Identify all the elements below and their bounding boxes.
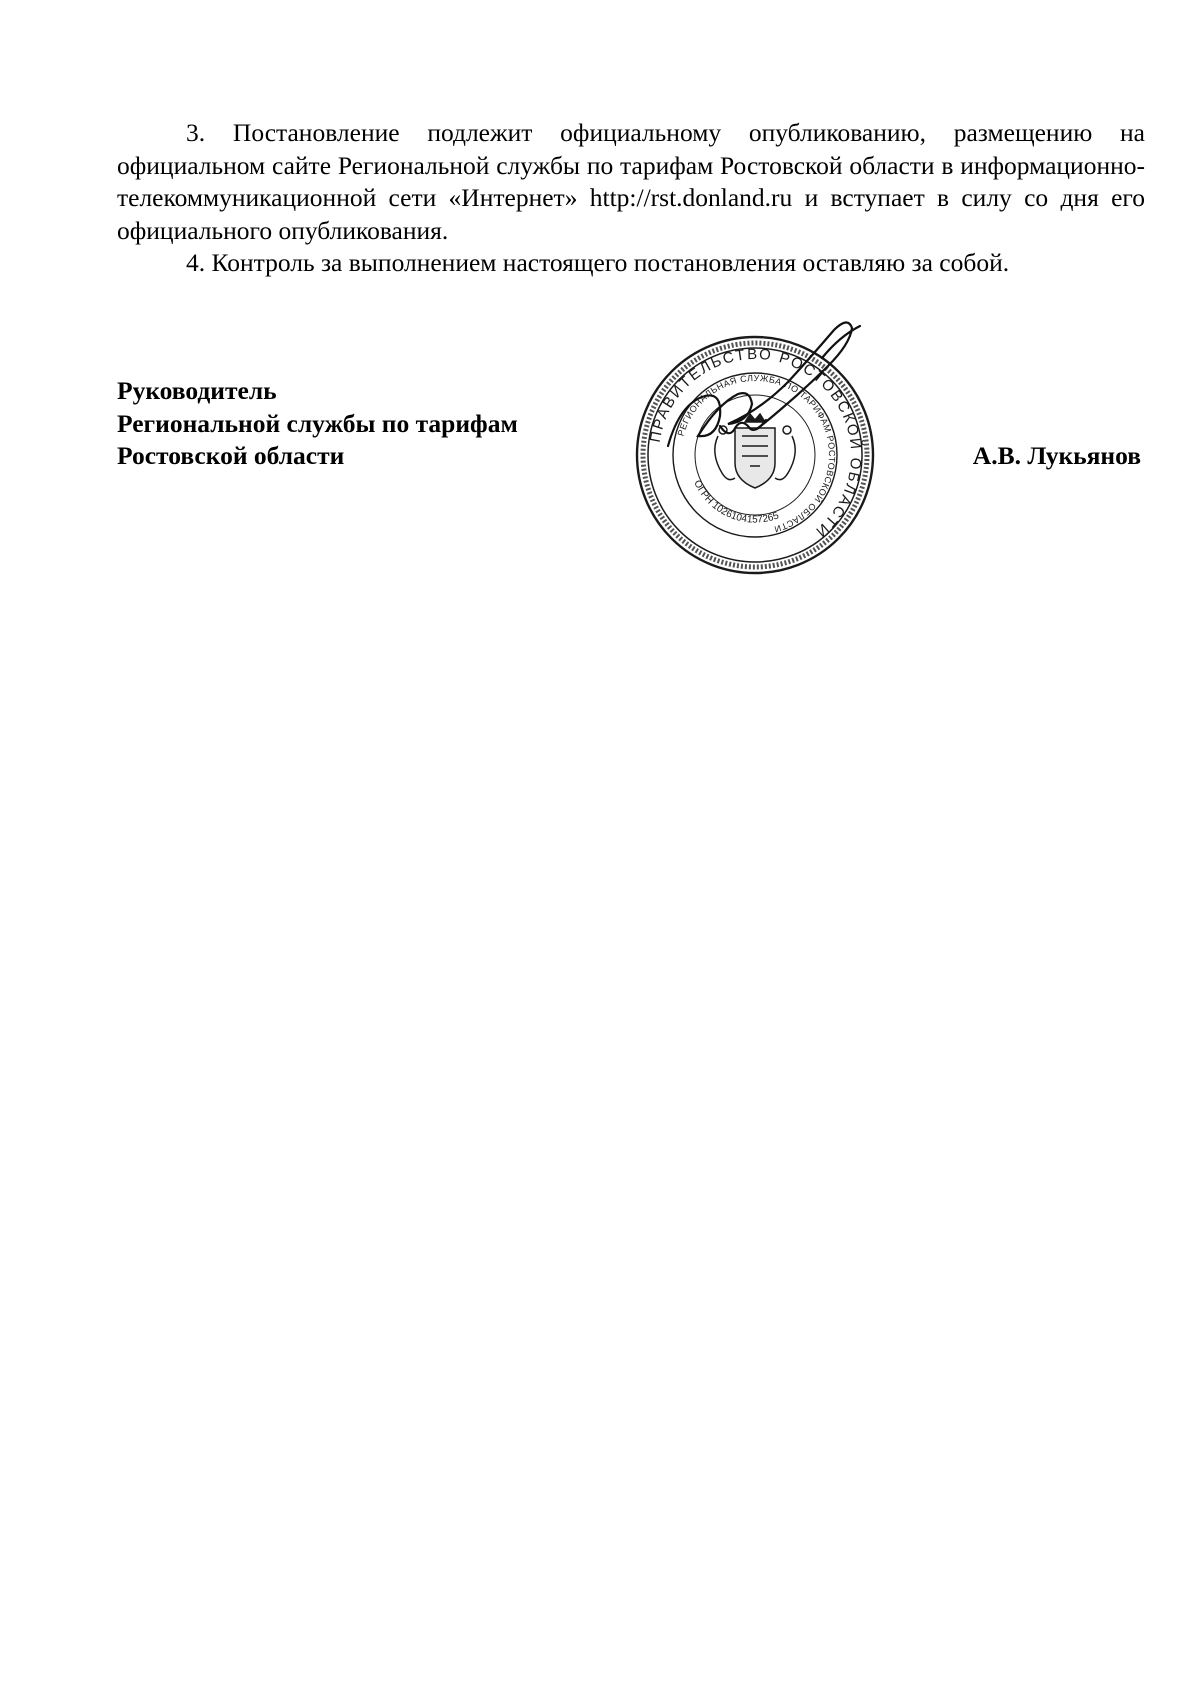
seal-outer-text: ПРАВИТЕЛЬСТВО РОСТОВСКОЙ ОБЛАСТИ <box>646 345 865 542</box>
coat-of-arms-emblem <box>715 414 795 488</box>
seal-inner-text: РЕГИОНАЛЬНАЯ СЛУЖБА ПО ТАРИФАМ РОСТОВСКОЙ ОБЛАСТИ <box>675 372 838 535</box>
paragraph-4 <box>117 247 1145 280</box>
paragraph-3-text: Постановление подлежит официальному опубликованию, размещению на официальном сайте Региональной службы по тарифам Ростовской области в информационно-телекоммуникационной сети «Интернет» http://rst.donland.ru и вступает в силу со дня его официального опубликования. <box>117 118 1146 245</box>
document-body <box>117 117 1145 280</box>
paragraph-4-number: 4. <box>186 248 206 277</box>
paragraph-4-text: Контроль за выполнением настоящего постановления оставляю за собой. <box>211 248 1010 277</box>
paragraph-3 <box>117 117 1145 247</box>
position-line-1: Руководитель <box>117 376 277 405</box>
paragraph-3-number: 3. <box>186 118 206 147</box>
official-seal-with-signature <box>610 318 900 586</box>
position-line-3: Ростовской области <box>117 441 345 470</box>
seal-ogrn-text: ОГРН 1026104157265 <box>691 478 781 526</box>
signatory-position <box>117 375 518 473</box>
signatory-name: А.В. Лукьянов <box>972 441 1141 470</box>
position-line-2: Региональной службы по тарифам <box>117 408 518 438</box>
seal-graphic <box>610 318 900 586</box>
